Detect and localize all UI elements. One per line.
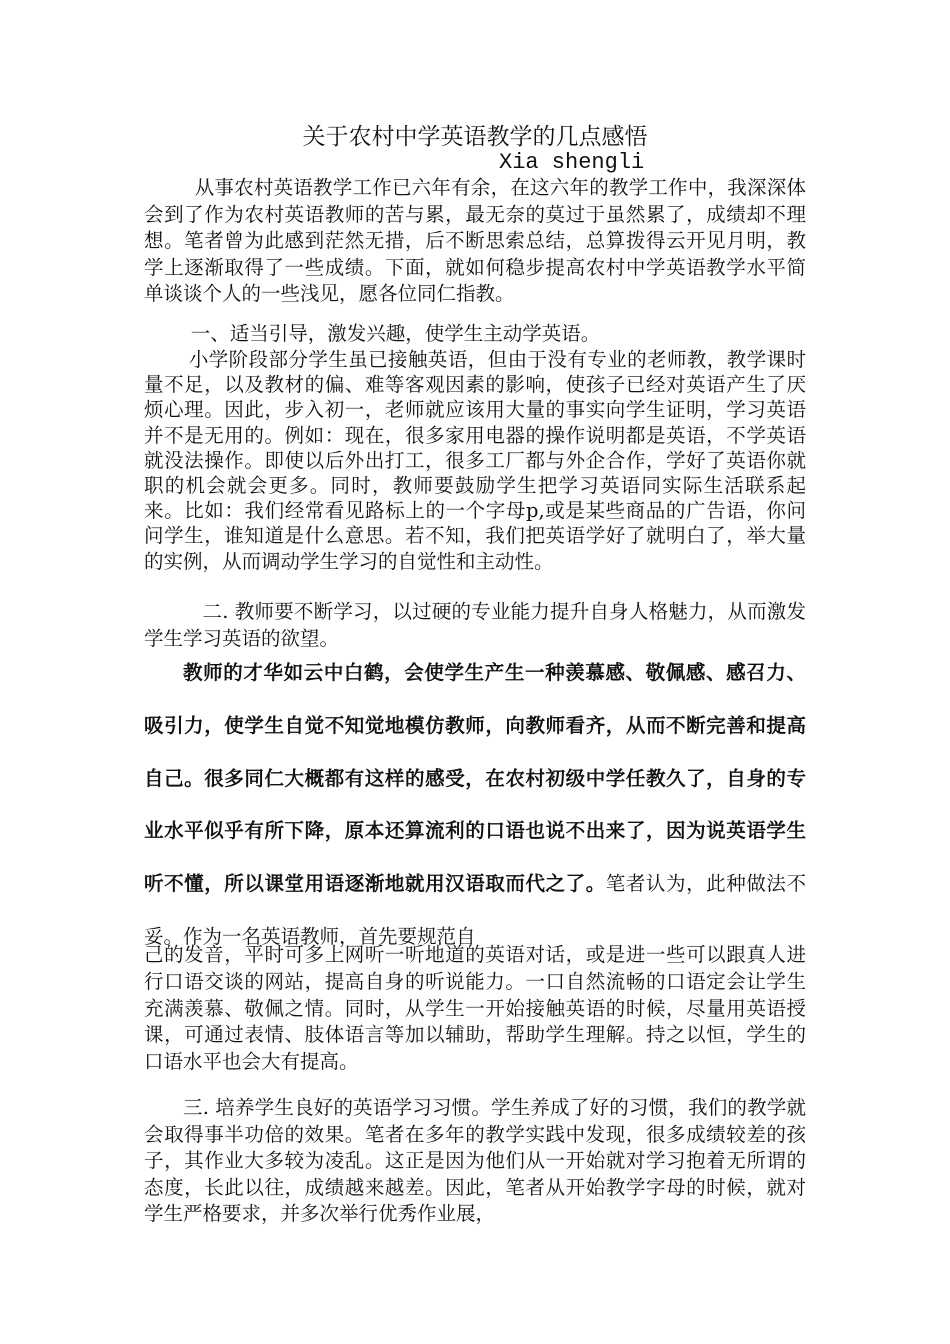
intro-paragraph: 从事农村英语教学工作已六年有余，在这六年的教学工作中，我深深体会到了作为农村英语教师的苦与累，最无奈的莫过于虽然累了，成绩却不理想。笔者曾为此感到茫然无措，后不断思索总结，总算拨得云开见月明，教学上逐渐取得了一些成绩。下面，就如何稳步提高农村中学英语教学水平简单谈谈个人的一些浅见，愿各位同仁指教。: [144, 176, 806, 305]
section2-normal-text: 笔者认为，此种做法不妥。作为一名英语教师，首先要规范自: [144, 872, 806, 948]
section2-paragraph-continued: 己的发音，平时可多上网听一听地道的英语对话，或是进一些可以跟真人进行口语交谈的网站，提高自身的听说能力。一口自然流畅的口语定会让学生充满羡慕、敬佩之情。同时，从学生一开始接触英语的时候，尽量用英语授课，可通过表情、肢体语言等加以辅助，帮助学生理解。持之以恒，学生的口语水平也会大有提高。: [144, 943, 806, 1074]
section2-emphasis-paragraph: [144, 647, 806, 964]
author-name: Xia shengli: [499, 150, 645, 175]
section1-heading: 一、适当引导，激发兴趣，使学生主动学英语。: [190, 322, 601, 345]
section2-heading: 二. 教师要不断学习，以过硬的专业能力提升自身人格魅力，从而激发学生学习英语的欲望。: [144, 600, 806, 650]
section1-paragraph: 小学阶段部分学生虽已接触英语，但由于没有专业的老师教，教学课时量不足，以及教材的偏、难等客观因素的影响，使孩子已经对英语产生了厌烦心理。因此，步入初一，老师就应该用大量的事实向学生证明，学习英语并不是无用的。例如：现在，很多家用电器的操作说明都是英语，不学英语就没法操作。即使以后外出打工，很多工厂都与外企合作，学好了英语你就职的机会就会更多。同时，教师要鼓励学生把学习英语同实际生活联系起来。比如：我们经常看见路标上的一个字母p,或是某些商品的广告语，你问问学生，谁知道是什么意思。若不知，我们把英语学好了就明白了，举大量的实例，从而调动学生学习的自觉性和主动性。: [144, 348, 806, 573]
section3-paragraph: 三. 培养学生良好的英语学习习惯。学生养成了好的习惯，我们的教学就会取得事半功倍的效果。笔者在多年的教学实践中发现，很多成绩较差的孩子，其作业大多较为凌乱。这正是因为他们从一开始就对学习抱着无所谓的态度，长此以往，成绩越来越差。因此，笔者从开始教学字母的时候，就对学生严格要求，并多次举行优秀作业展，: [144, 1096, 806, 1225]
section2-bold-text: 教师的才华如云中白鹤，会使学生产生一种羡慕感、敬佩感、感召力、吸引力，使学生自觉不知觉地模仿教师，向教师看齐，从而不断完善和提高自己。很多同仁大概都有这样的感受，在农村初级中学任教久了，自身的专业水平似乎有所下降，原本还算流利的口语也说不出来了，因为说英语学生听不懂，所以课堂用语逐渐地就用汉语取而代之了。: [144, 661, 806, 896]
document-title: 关于农村中学英语教学的几点感悟: [302, 124, 648, 150]
